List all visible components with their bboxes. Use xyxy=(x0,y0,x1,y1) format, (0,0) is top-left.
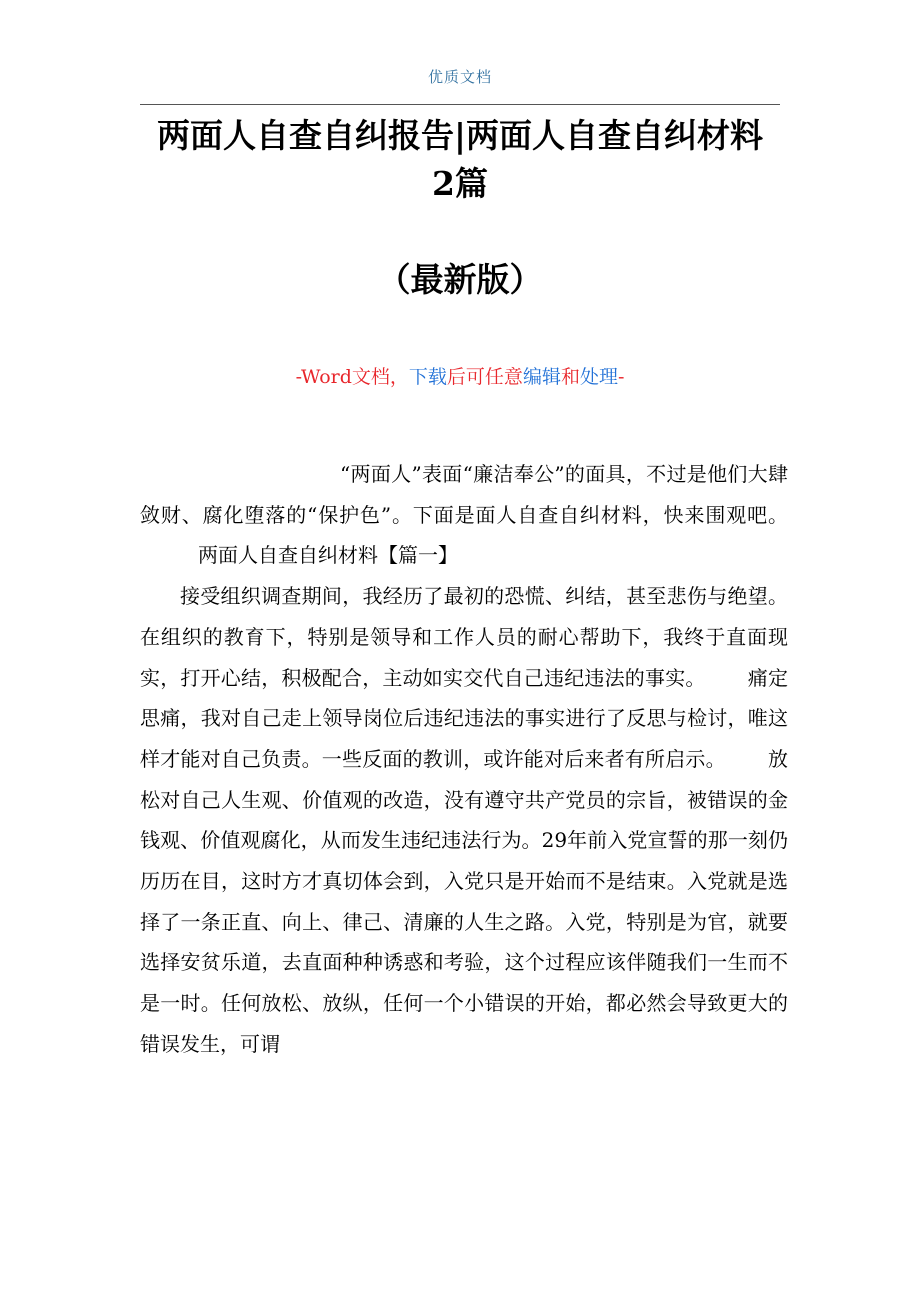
tagline-word-doc: -Word文档， xyxy=(295,366,409,388)
paragraph-part-2: 痛定思痛，我对自己走上领导岗位后违纪违法的事实进行了反思与检讨，唯这样才能对自己负责。一些反面的教训，或许能对后来者有所启示。 xyxy=(140,665,789,771)
document-title xyxy=(120,112,800,208)
document-subtitle: （最新版） xyxy=(377,260,543,299)
tagline-end: - xyxy=(617,366,625,388)
intro-text: “两面人”表面“廉洁奉公”的面具，不过是他们大肆敛财、腐化堕落的“保护色”。下面是面人自查自纠材料，快来围观吧。 xyxy=(140,462,788,527)
paragraph-part-1: 接受组织调查期间，我经历了最初的恐慌、纠结，甚至悲伤与绝望。在组织的教育下，特别是领导和工作人员的耐心帮助下，我终于直面现实，打开心结，积极配合，主动如实交代自己违纪违法的事实。 xyxy=(140,584,788,690)
intro-paragraph xyxy=(140,454,788,576)
tagline-any: 后可任意 xyxy=(446,366,523,388)
body-paragraph xyxy=(140,576,788,1064)
tagline-process: 处理 xyxy=(579,366,618,388)
paragraph-part-3: 放松对自己人生观、价值观的改造，没有遵守共产党员的宗旨，被错误的金钱观、价值观腐化，从而发生违纪违法行为。29年前入党宣誓的那一刻仍历历在目，这时方才真切体会到，入党只是开始而不是结束。入党就是选择了一条正直、向上、律己、清廉的人生之路。入党，特别是为官，就要选择安贫乐道，去直面种种诱惑和考验，这个过程应该伴随我们一生而不是一时。任何放松、放纵，任何一个小错误的开始，都必然会导致更大的错误发生，可谓 xyxy=(140,746,789,1056)
title-line-1: 两面人自查自纠报告|两面人自查自纠材料 xyxy=(156,116,763,155)
tagline-download: 下载 xyxy=(408,366,447,388)
section-heading: 两面人自查自纠材料【篇一】 xyxy=(198,543,458,568)
document-body xyxy=(140,454,788,1065)
word-doc-tagline xyxy=(0,363,920,391)
header-divider xyxy=(140,104,780,105)
header-label: 优质文档 xyxy=(427,68,492,86)
tagline-edit: 编辑 xyxy=(522,366,561,388)
tagline-and: 和 xyxy=(560,366,580,388)
title-line-2: 2篇 xyxy=(432,164,488,203)
